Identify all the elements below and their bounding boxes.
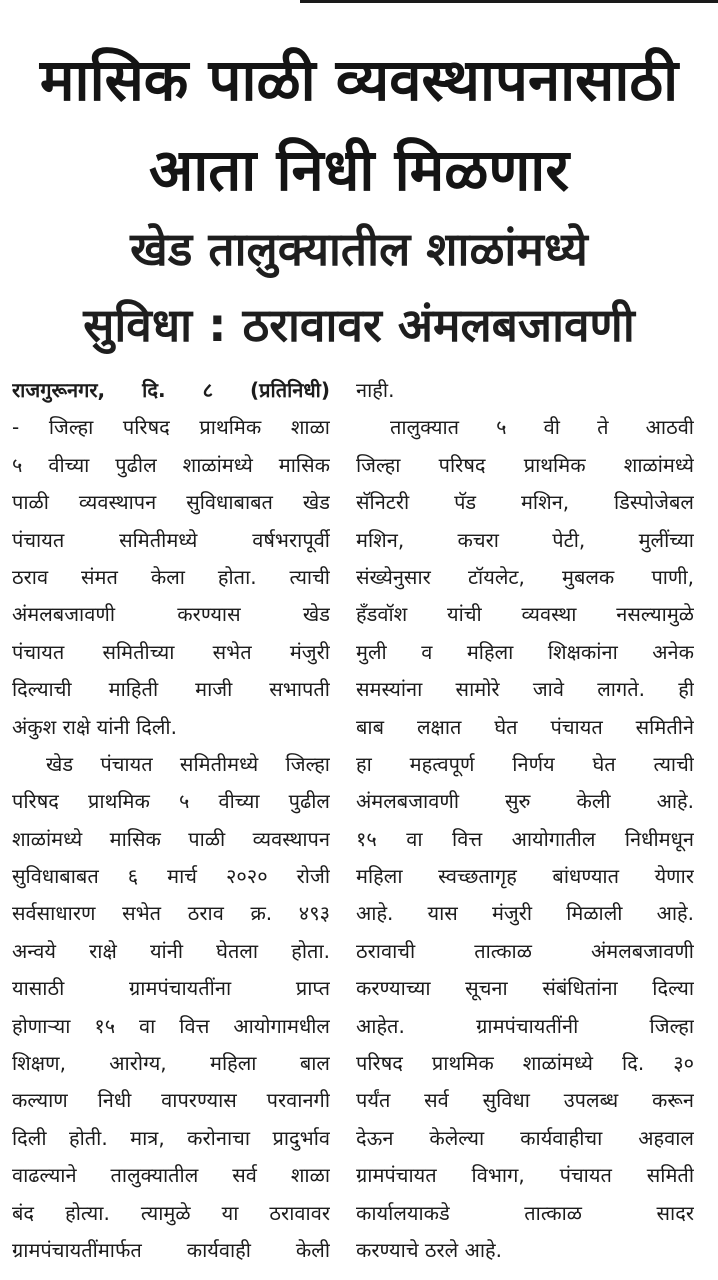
body-line: सुविधाबाबत ६ मार्च २०२० रोजी [12, 864, 330, 889]
body-line: नाही. [356, 378, 395, 402]
body-line: जिल्हा परिषद प्राथमिक शाळांमध्ये [356, 452, 694, 477]
body-line: ग्रामपंचायतींमार्फत कार्यवाही केली [12, 1237, 330, 1262]
body-line: समस्यांना सामोरे जावे लागते. ही [356, 677, 694, 702]
body-line: ठरावाची तात्काळ अंमलबजावणी [356, 938, 694, 963]
body-line: - जिल्हा परिषद प्राथमिक शाळा [12, 415, 330, 440]
body-line: करण्याच्या सूचना संबंधितांना दिल्या [356, 976, 694, 1001]
body-line: हँडवॉश यांची व्यवस्था नसल्यामुळे [356, 602, 694, 627]
body-line: अंमलबजावणी करण्यास खेड [12, 602, 330, 627]
body-line: हा महत्वपूर्ण निर्णय घेत त्याची [356, 751, 694, 776]
body-line: मुली व महिला शिक्षकांना अनेक [356, 639, 694, 664]
body-line: खेड पंचायत समितीमध्ये जिल्हा [46, 751, 330, 776]
body-line: वाढल्याने तालुक्यातील सर्व शाळा [12, 1163, 330, 1188]
body-line: बंद होत्या. त्यामुळे या ठरावावर [12, 1200, 330, 1225]
body-line: दिली होती. मात्र, करोनाचा प्रादुर्भाव [12, 1125, 330, 1150]
top-rule [300, 0, 718, 3]
body-line: संख्येनुसार टॉयलेट, मुबलक पाणी, [356, 564, 694, 589]
body-line: ग्रामपंचायत विभाग, पंचायत समिती [356, 1163, 694, 1188]
headline-line-1: मासिक पाळी व्यवस्थापनासाठी [39, 46, 679, 114]
body-line: पर्यंत सर्व सुविधा उपलब्ध करून [356, 1088, 694, 1113]
body-line: शिक्षण, आरोग्य, महिला बाल [12, 1051, 330, 1076]
article-column-right [356, 372, 694, 1269]
body-line: परिषद प्राथमिक ५ वीच्या पुढील [12, 789, 330, 814]
body-line: महिला स्वच्छतागृह बांधण्यात येणार [356, 864, 694, 889]
body-line: तालुक्यात ५ वी ते आठवी [390, 415, 694, 440]
body-line: सर्वसाधारण सभेत ठराव क्र. ४९३ [12, 901, 330, 926]
body-line: मशिन, कचरा पेटी, मुलींच्या [356, 527, 694, 552]
body-line: बाब लक्षात घेत पंचायत समितीने [356, 714, 694, 739]
subheadline-line-2: सुविधा : ठरावावर अंमलबजावणी [83, 298, 635, 352]
body-line: शाळांमध्ये मासिक पाळी व्यवस्थापन [12, 826, 330, 851]
body-line: अंमलबजावणी सुरु केली आहे. [356, 789, 694, 814]
body-line: परिषद प्राथमिक शाळांमध्ये दि. ३० [356, 1051, 694, 1076]
body-line: पाळी व्यवस्थापन सुविधाबाबत खेड [12, 490, 330, 515]
body-line: कार्यालयाकडे तात्काळ सादर [356, 1200, 694, 1225]
article-column-left [12, 372, 330, 1269]
body-line: सॅनिटरी पॅड मशिन, डिस्पोजेबल [356, 490, 694, 515]
body-line: अंकुश राक्षे यांनी दिली. [12, 714, 177, 739]
body-line: कल्याण निधी वापरण्यास परवानगी [12, 1088, 330, 1113]
body-line: यासाठी ग्रामपंचायतींना प्राप्त [12, 976, 330, 1001]
body-line: देऊन केलेल्या कार्यवाहीचा अहवाल [356, 1125, 694, 1150]
body-line: पंचायत समितीच्या सभेत मंजुरी [12, 639, 330, 664]
body-line: आहे. यास मंजुरी मिळाली आहे. [356, 901, 694, 926]
body-line: आहेत. ग्रामपंचायतींनी जिल्हा [356, 1013, 694, 1038]
body-line: ५ वीच्या पुढील शाळांमध्ये मासिक [12, 452, 330, 477]
body-line: दिल्याची माहिती माजी सभापती [12, 677, 330, 702]
body-line: करण्याचे ठरले आहे. [356, 1237, 503, 1262]
body-line: पंचायत समितीमध्ये वर्षभरापूर्वी [12, 527, 330, 552]
body-line: १५ वा वित्त आयोगातील निधीमधून [356, 826, 694, 851]
headline-line-2: आता निधी मिळणार [148, 136, 570, 204]
body-line: होणाऱ्या १५ वा वित्त आयोगामधील [12, 1013, 330, 1038]
body-line: अन्वये राक्षे यांनी घेतला होता. [12, 938, 330, 963]
subheadline-line-1: खेड तालुक्यातील शाळांमध्ये [130, 222, 588, 276]
body-line: ठराव संमत केला होता. त्याची [12, 564, 330, 589]
dateline: राजगुरूनगर, दि. ८ (प्रतिनिधी) [12, 378, 330, 402]
